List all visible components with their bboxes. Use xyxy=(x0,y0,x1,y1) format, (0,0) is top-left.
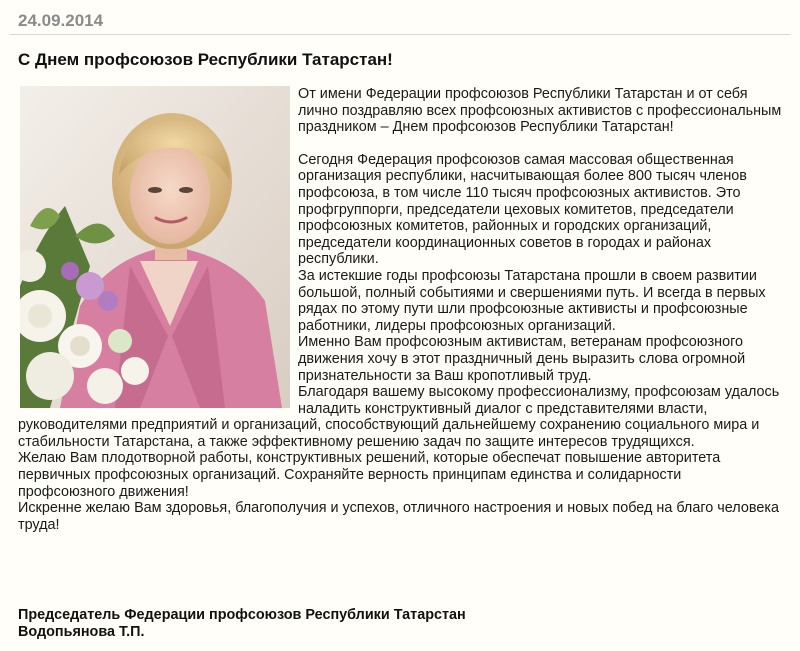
signature-position: Председатель Федерации профсоюзов Республики Татарстан xyxy=(18,607,466,623)
divider xyxy=(10,34,790,35)
paragraph: Желаю Вам плодотворной работы, конструктивных решений, которые обеспечат повышение авторитета первичных профсоюзных организаций. Сохраняйте верность принципам единства и солидарности профсоюзного движения! xyxy=(18,450,721,500)
paragraph: Благодаря вашему высокому профессионализму, профсоюзам удалось наладить конструктивный диалог с представителями власти, руководителями предприятий и организаций, способствующий дальнейшему сохранению социального мира и стабильности Татарстана, а также эффективному решению задач по защите интересов трудящихся. xyxy=(18,384,780,450)
signature-name: Водопьянова Т.П. xyxy=(18,624,145,640)
photo-spacer xyxy=(18,86,298,408)
post-title: С Днем профсоюзов Республики Татарстан! xyxy=(18,50,393,69)
signature xyxy=(18,607,466,641)
post-body xyxy=(18,86,782,533)
paragraph: Именно Вам профсоюзным активистам, ветеранам профсоюзного движения хочу в этот праздничный день выразить слова огромной признательности за Ваш кропотливый труд. xyxy=(298,334,746,384)
paragraph: Искренне желаю Вам здоровья, благополучия и успехов, отличного настроения и новых побед на благо человека труда! xyxy=(18,500,779,533)
paragraph: От имени Федерации профсоюзов Республики Татарстан и от себя лично поздравляю всех профсоюзных активистов с профессиональным праздником – Днем профсоюзов Республики Татарстан! xyxy=(298,86,782,136)
paragraph: За истекшие годы профсоюзы Татарстана прошли в своем развитии большой, полный событиями и свершениями путь. И всегда в первых рядах по этому пути шли профсоюзные активисты и профсоюзные работники, лидеры профсоюзных организаций. xyxy=(298,267,766,334)
post-date: 24.09.2014 xyxy=(18,11,104,30)
paragraph: Сегодня Федерация профсоюзов самая массовая общественная организация республики, насчитывающая более 800 тысяч членов профсоюза, в том числе 110 тысяч профсоюзных активистов. Это профгруппорги, председатели цеховых комитетов, председатели профсоюзных комитетов, районных и городских организаций, председатели координационных советов в городах и районах республики. xyxy=(298,151,747,268)
